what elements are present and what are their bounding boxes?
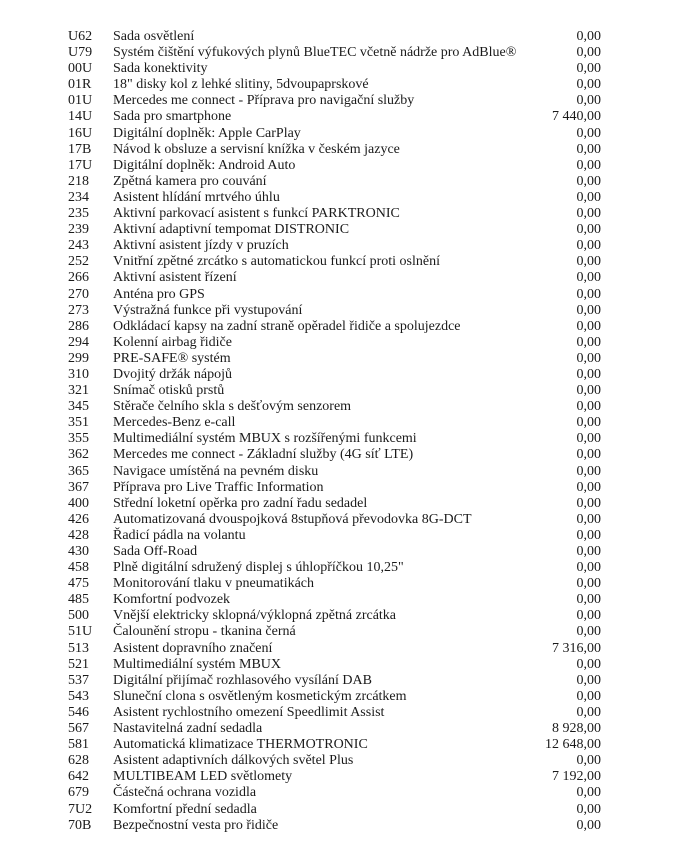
option-price: 0,00 [576, 801, 601, 817]
option-code: 500 [68, 608, 89, 624]
option-price: 0,00 [576, 479, 601, 495]
equipment-list [0, 29, 673, 834]
option-description: Mercedes me connect - Příprava pro navigační služby [113, 93, 415, 109]
option-price: 0,00 [576, 608, 601, 624]
option-code: 537 [68, 672, 89, 688]
equipment-row [0, 399, 673, 415]
option-code: 679 [68, 785, 89, 801]
option-price: 0,00 [576, 125, 601, 141]
option-code: 235 [68, 206, 89, 222]
option-code: 17U [68, 157, 93, 173]
option-price: 0,00 [576, 560, 601, 576]
option-description: Sada pro smartphone [113, 109, 232, 125]
option-description: Asistent rychlostního omezení Speedlimit Assist [113, 704, 385, 720]
equipment-row [0, 383, 673, 399]
equipment-row [0, 431, 673, 447]
equipment-row [0, 335, 673, 351]
option-code: 14U [68, 109, 93, 125]
option-price: 0,00 [576, 753, 601, 769]
equipment-row [0, 415, 673, 431]
option-description: Digitální přijímač rozhlasového vysílání DAB [113, 672, 372, 688]
equipment-row [0, 480, 673, 496]
equipment-row [0, 238, 673, 254]
option-description: Částečná ochrana vozidla [113, 785, 257, 801]
equipment-row [0, 142, 673, 158]
option-code: 51U [68, 624, 93, 640]
option-price: 12 648,00 [545, 737, 601, 753]
equipment-row [0, 45, 673, 61]
equipment-row [0, 576, 673, 592]
option-price: 7 440,00 [552, 109, 601, 125]
option-description: Monitorování tlaku v pneumatikách [113, 576, 315, 592]
option-price: 0,00 [576, 157, 601, 173]
option-price: 0,00 [576, 672, 601, 688]
option-price: 0,00 [576, 688, 601, 704]
equipment-row [0, 447, 673, 463]
option-description: PRE-SAFE® systém [113, 350, 231, 366]
option-description: Stěrače čelního skla s dešťovým senzorem [113, 399, 352, 415]
option-price: 0,00 [576, 238, 601, 254]
option-description: Aktivní asistent řízení [113, 270, 237, 286]
equipment-row [0, 544, 673, 560]
option-price: 0,00 [576, 45, 601, 61]
option-price: 0,00 [576, 318, 601, 334]
option-code: 218 [68, 173, 89, 189]
option-price: 0,00 [576, 350, 601, 366]
option-description: Navigace umístěná na pevném disku [113, 463, 319, 479]
equipment-row [0, 174, 673, 190]
option-description: Nastavitelná zadní sedadla [113, 721, 263, 737]
option-code: 428 [68, 527, 89, 543]
option-price: 0,00 [576, 431, 601, 447]
equipment-row [0, 705, 673, 721]
option-price: 0,00 [576, 173, 601, 189]
option-code: 581 [68, 737, 89, 753]
option-description: MULTIBEAM LED světlomety [113, 769, 293, 785]
equipment-row [0, 818, 673, 834]
option-code: 00U [68, 61, 93, 77]
equipment-row [0, 785, 673, 801]
equipment-row [0, 351, 673, 367]
option-price: 0,00 [576, 286, 601, 302]
option-description: Automatická klimatizace THERMOTRONIC [113, 737, 368, 753]
option-code: 286 [68, 318, 89, 334]
equipment-row [0, 206, 673, 222]
option-code: 17B [68, 141, 92, 157]
option-code: 321 [68, 383, 89, 399]
option-code: 485 [68, 592, 89, 608]
option-description: Odkládací kapsy na zadní straně opěradel řidiče a spolujezdce [113, 318, 461, 334]
option-code: U62 [68, 29, 93, 44]
option-description: Návod k obsluze a servisní knížka v českém jazyce [113, 141, 400, 157]
option-price: 0,00 [576, 527, 601, 543]
option-price: 0,00 [576, 576, 601, 592]
option-description: Kolenní airbag řidiče [113, 334, 232, 350]
option-price: 7 316,00 [552, 640, 601, 656]
option-description: Komfortní přední sedadla [113, 801, 257, 817]
option-price: 0,00 [576, 77, 601, 93]
option-description: Multimediální systém MBUX s rozšířenými funkcemi [113, 431, 417, 447]
option-price: 7 192,00 [552, 769, 601, 785]
option-description: Příprava pro Live Traffic Information [113, 479, 324, 495]
option-code: 273 [68, 302, 89, 318]
option-price: 0,00 [576, 447, 601, 463]
option-price: 0,00 [576, 302, 601, 318]
equipment-row [0, 287, 673, 303]
option-code: 367 [68, 479, 89, 495]
option-description: Systém čištění výfukových plynů BlueTEC včetně nádrže pro AdBlue® [113, 45, 517, 61]
option-code: 239 [68, 222, 89, 238]
option-price: 0,00 [576, 399, 601, 415]
option-description: Vnitřní zpětné zrcátko s automatickou funkcí proti oslnění [113, 254, 440, 270]
option-code: 7U2 [68, 801, 93, 817]
option-price: 0,00 [576, 463, 601, 479]
option-description: Komfortní podvozek [113, 592, 231, 608]
equipment-row [0, 673, 673, 689]
equipment-row [0, 528, 673, 544]
option-price: 0,00 [576, 141, 601, 157]
option-description: Automatizovaná dvouspojková 8stupňová převodovka 8G-DCT [113, 511, 472, 527]
option-description: Sada osvětlení [113, 29, 195, 44]
option-price: 0,00 [576, 270, 601, 286]
option-description: Sluneční clona s osvětleným kosmetickým zrcátkem [113, 688, 407, 704]
option-description: Anténa pro GPS [113, 286, 205, 302]
option-code: 546 [68, 704, 89, 720]
option-code: 01U [68, 93, 93, 109]
option-price: 0,00 [576, 206, 601, 222]
option-description: Výstražná funkce při vystupování [113, 302, 303, 318]
option-description: Asistent dopravního značení [113, 640, 273, 656]
option-price: 0,00 [576, 93, 601, 109]
option-code: 252 [68, 254, 89, 270]
option-code: 430 [68, 544, 89, 559]
option-description: Asistent hlídání mrtvého úhlu [113, 189, 280, 205]
equipment-row [0, 61, 673, 77]
option-description: Snímač otisků prstů [113, 383, 225, 399]
equipment-row [0, 77, 673, 93]
option-code: 270 [68, 286, 89, 302]
option-code: 70B [68, 817, 92, 833]
option-price: 0,00 [576, 624, 601, 640]
option-code: 475 [68, 576, 89, 592]
equipment-row [0, 303, 673, 319]
equipment-row [0, 158, 673, 174]
option-code: 400 [68, 495, 89, 511]
equipment-row [0, 319, 673, 335]
option-description: Řadicí pádla na volantu [113, 527, 246, 543]
option-code: 345 [68, 399, 89, 415]
option-description: Mercedes me connect - Základní služby (4G síť LTE) [113, 447, 414, 463]
equipment-row [0, 769, 673, 785]
option-description: Zpětná kamera pro couvání [113, 173, 267, 189]
option-code: 628 [68, 753, 89, 769]
equipment-row [0, 753, 673, 769]
option-description: Čalounění stropu - tkanina černá [113, 624, 296, 640]
option-code: 310 [68, 366, 89, 382]
equipment-row [0, 222, 673, 238]
option-code: 365 [68, 463, 89, 479]
option-price: 0,00 [576, 495, 601, 511]
option-code: 01R [68, 77, 92, 93]
option-description: Aktivní parkovací asistent s funkcí PARKTRONIC [113, 206, 400, 222]
equipment-row [0, 802, 673, 818]
equipment-row [0, 737, 673, 753]
equipment-row [0, 270, 673, 286]
equipment-row [0, 657, 673, 673]
option-description: Sada Off-Road [113, 544, 198, 559]
option-price: 0,00 [576, 656, 601, 672]
option-code: 426 [68, 511, 89, 527]
option-description: 18" disky kol z lehké slitiny, 5dvoupaprskové [113, 77, 369, 93]
equipment-row [0, 464, 673, 480]
equipment-row [0, 608, 673, 624]
option-price: 0,00 [576, 222, 601, 238]
option-description: Multimediální systém MBUX [113, 656, 281, 672]
option-code: 567 [68, 721, 89, 737]
option-price: 8 928,00 [552, 721, 601, 737]
option-price: 0,00 [576, 415, 601, 431]
option-description: Vnější elektricky sklopná/výklopná zpětná zrcátka [113, 608, 397, 624]
option-description: Plně digitální sdružený displej s úhlopříčkou 10,25" [113, 560, 404, 576]
option-price: 0,00 [576, 383, 601, 399]
equipment-row [0, 721, 673, 737]
option-price: 0,00 [576, 29, 601, 44]
option-description: Dvojitý držák nápojů [113, 366, 232, 382]
option-code: U79 [68, 45, 93, 61]
option-code: 294 [68, 334, 89, 350]
option-code: 543 [68, 688, 89, 704]
equipment-row [0, 126, 673, 142]
option-price: 0,00 [576, 334, 601, 350]
option-price: 0,00 [576, 511, 601, 527]
option-description: Střední loketní opěrka pro zadní řadu sedadel [113, 495, 368, 511]
equipment-row [0, 29, 673, 45]
equipment-row [0, 560, 673, 576]
option-price: 0,00 [576, 592, 601, 608]
option-price: 0,00 [576, 704, 601, 720]
equipment-row [0, 93, 673, 109]
option-description: Bezpečnostní vesta pro řidiče [113, 817, 279, 833]
option-price: 0,00 [576, 61, 601, 77]
option-description: Mercedes-Benz e-call [113, 415, 236, 431]
option-code: 458 [68, 560, 89, 576]
option-code: 642 [68, 769, 89, 785]
option-code: 355 [68, 431, 89, 447]
option-price: 0,00 [576, 544, 601, 559]
equipment-row [0, 592, 673, 608]
equipment-row [0, 641, 673, 657]
option-code: 266 [68, 270, 89, 286]
option-description: Sada konektivity [113, 61, 208, 77]
option-price: 0,00 [576, 189, 601, 205]
option-description: Aktivní asistent jízdy v pruzích [113, 238, 289, 254]
option-description: Aktivní adaptivní tempomat DISTRONIC [113, 222, 350, 238]
option-description: Asistent adaptivních dálkových světel Plus [113, 753, 354, 769]
option-code: 16U [68, 125, 93, 141]
option-code: 362 [68, 447, 89, 463]
option-price: 0,00 [576, 366, 601, 382]
option-code: 299 [68, 350, 89, 366]
option-code: 243 [68, 238, 89, 254]
option-price: 0,00 [576, 817, 601, 833]
equipment-row [0, 190, 673, 206]
option-code: 351 [68, 415, 89, 431]
option-code: 234 [68, 189, 89, 205]
option-code: 513 [68, 640, 89, 656]
option-code: 521 [68, 656, 89, 672]
option-description: Digitální doplněk: Android Auto [113, 157, 296, 173]
option-description: Digitální doplněk: Apple CarPlay [113, 125, 301, 141]
equipment-row [0, 496, 673, 512]
equipment-row [0, 689, 673, 705]
equipment-row [0, 254, 673, 270]
equipment-row [0, 624, 673, 640]
equipment-row [0, 109, 673, 125]
option-price: 0,00 [576, 254, 601, 270]
option-price: 0,00 [576, 785, 601, 801]
equipment-row [0, 512, 673, 528]
equipment-row [0, 367, 673, 383]
